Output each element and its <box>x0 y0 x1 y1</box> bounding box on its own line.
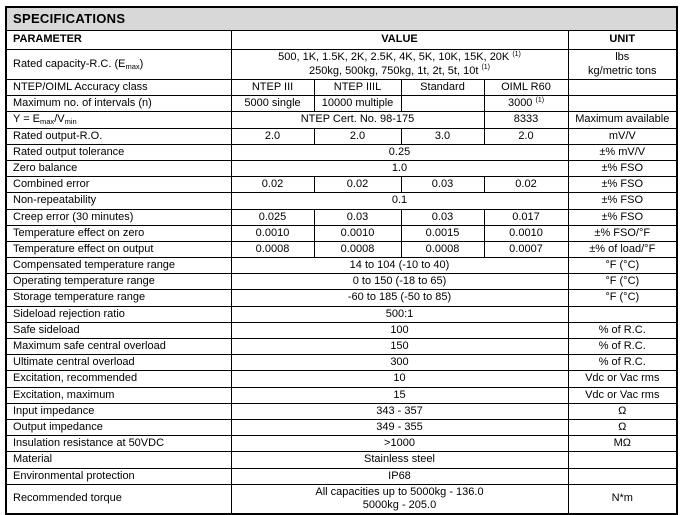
column-header-unit: UNIT <box>568 31 677 50</box>
unit-cell: °F (°C) <box>568 290 677 306</box>
table-row <box>6 50 677 80</box>
value-cell: 0.1 <box>231 193 568 209</box>
parameter-cell: Combined error <box>6 177 231 193</box>
value-cell: Standard <box>401 80 484 96</box>
unit-cell: °F (°C) <box>568 258 677 274</box>
table-row <box>6 80 677 96</box>
table-row <box>6 468 677 484</box>
value-cell: IP68 <box>231 468 568 484</box>
value-cell: Stainless steel <box>231 452 568 468</box>
unit-cell <box>568 468 677 484</box>
unit-cell <box>568 80 677 96</box>
unit-cell: Ω <box>568 403 677 419</box>
table-row <box>6 452 677 468</box>
title-row <box>6 7 677 31</box>
table-row <box>6 355 677 371</box>
value-cell: 0.0010 <box>231 225 314 241</box>
value-cell: OIML R60 <box>484 80 568 96</box>
unit-cell: ±% mV/V <box>568 144 677 160</box>
table-row <box>6 274 677 290</box>
value-cell: 0.017 <box>484 209 568 225</box>
table-row <box>6 209 677 225</box>
unit-cell: Maximum available <box>568 112 677 128</box>
parameter-cell: Insulation resistance at 50VDC <box>6 436 231 452</box>
value-cell: 2.0 <box>484 128 568 144</box>
value-cell: NTEP Cert. No. 98-175 <box>231 112 484 128</box>
value-cell: 2.0 <box>314 128 401 144</box>
value-cell: 3.0 <box>401 128 484 144</box>
value-cell: 3000 $^{(1)}$ <box>484 96 568 112</box>
unit-cell: MΩ <box>568 436 677 452</box>
value-cell: NTEP IIIL <box>314 80 401 96</box>
unit-cell: ±% FSO/°F <box>568 225 677 241</box>
parameter-cell: Sideload rejection ratio <box>6 306 231 322</box>
value-cell: 10000 multiple <box>314 96 401 112</box>
table-row <box>6 419 677 435</box>
unit-cell: ±% FSO <box>568 209 677 225</box>
value-cell: 100 <box>231 322 568 338</box>
parameter-cell: NTEP/OIML Accuracy class <box>6 80 231 96</box>
value-cell: 150 <box>231 339 568 355</box>
parameter-cell: Safe sideload <box>6 322 231 338</box>
value-cell: 0.025 <box>231 209 314 225</box>
unit-cell: ±% FSO <box>568 193 677 209</box>
column-header-value: VALUE <box>231 31 568 50</box>
value-cell: 300 <box>231 355 568 371</box>
table-row <box>6 290 677 306</box>
unit-cell <box>568 306 677 322</box>
unit-cell: Vdc or Vac rms <box>568 387 677 403</box>
unit-cell: % of R.C. <box>568 355 677 371</box>
value-cell: 1.0 <box>231 160 568 176</box>
value-cell: 14 to 104 (-10 to 40) <box>231 258 568 274</box>
value-cell: 0.25 <box>231 144 568 160</box>
value-cell: 10 <box>231 371 568 387</box>
parameter-cell: Creep error (30 minutes) <box>6 209 231 225</box>
unit-cell <box>568 96 677 112</box>
parameter-cell: Storage temperature range <box>6 290 231 306</box>
table-row <box>6 339 677 355</box>
parameter-cell: Rated capacity-R.C. $(E_{max})$ <box>6 50 231 80</box>
value-cell: -60 to 185 (-50 to 85) <box>231 290 568 306</box>
value-cell: NTEP III <box>231 80 314 96</box>
value-cell: 343 - 357 <box>231 403 568 419</box>
parameter-cell: Zero balance <box>6 160 231 176</box>
table-row <box>6 128 677 144</box>
value-cell: 0.0008 <box>401 241 484 257</box>
value-cell: 0.02 <box>231 177 314 193</box>
unit-cell: ±% FSO <box>568 177 677 193</box>
table-row <box>6 484 677 514</box>
table-row <box>6 403 677 419</box>
value-cell: 0.03 <box>401 177 484 193</box>
parameter-cell: Non-repeatability <box>6 193 231 209</box>
value-cell: 500:1 <box>231 306 568 322</box>
table-row <box>6 193 677 209</box>
parameter-cell: Output impedance <box>6 419 231 435</box>
table-title: SPECIFICATIONS <box>6 7 677 31</box>
unit-cell: N*m <box>568 484 677 514</box>
unit-cell: mV/V <box>568 128 677 144</box>
column-header-parameter: PARAMETER <box>6 31 231 50</box>
parameter-cell: Maximum safe central overload <box>6 339 231 355</box>
unit-cell: °F (°C) <box>568 274 677 290</box>
value-cell: 0.02 <box>314 177 401 193</box>
value-cell: 2.0 <box>231 128 314 144</box>
value-cell: 0.0008 <box>231 241 314 257</box>
value-cell: 0.0007 <box>484 241 568 257</box>
unit-cell: Ω <box>568 419 677 435</box>
unit-cell: Vdc or Vac rms <box>568 371 677 387</box>
table-row <box>6 322 677 338</box>
parameter-cell: $Y = E_{max}/V_{min}$ <box>6 112 231 128</box>
parameter-cell: Excitation, recommended <box>6 371 231 387</box>
value-cell: 8333 <box>484 112 568 128</box>
value-cell: 0.0010 <box>314 225 401 241</box>
unit-cell: % of R.C. <box>568 322 677 338</box>
value-cell <box>401 96 484 112</box>
parameter-cell: Compensated temperature range <box>6 258 231 274</box>
parameter-cell: Material <box>6 452 231 468</box>
parameter-cell: Rated output tolerance <box>6 144 231 160</box>
parameter-cell: Maximum no. of intervals (n) <box>6 96 231 112</box>
unit-cell <box>568 452 677 468</box>
unit-cell: lbs kg/metric tons <box>568 50 677 80</box>
value-cell: 15 <box>231 387 568 403</box>
table-row <box>6 241 677 257</box>
table-row <box>6 112 677 128</box>
table-row <box>6 436 677 452</box>
parameter-cell: Environmental protection <box>6 468 231 484</box>
value-cell: 0.03 <box>401 209 484 225</box>
value-cell: 0.03 <box>314 209 401 225</box>
table-row <box>6 371 677 387</box>
value-cell: >1000 <box>231 436 568 452</box>
value-cell: 0.0015 <box>401 225 484 241</box>
unit-cell: ±% FSO <box>568 160 677 176</box>
parameter-cell: Recommended torque <box>6 484 231 514</box>
parameter-cell: Input impedance <box>6 403 231 419</box>
column-header-row <box>6 31 677 50</box>
table-row <box>6 306 677 322</box>
parameter-cell: Excitation, maximum <box>6 387 231 403</box>
specifications-table <box>5 6 678 515</box>
table-row <box>6 144 677 160</box>
table-row <box>6 160 677 176</box>
value-cell: 349 - 355 <box>231 419 568 435</box>
table-row <box>6 258 677 274</box>
unit-cell: % of R.C. <box>568 339 677 355</box>
parameter-cell: Ultimate central overload <box>6 355 231 371</box>
value-cell: 0.02 <box>484 177 568 193</box>
parameter-cell: Temperature effect on output <box>6 241 231 257</box>
parameter-cell: Temperature effect on zero <box>6 225 231 241</box>
value-cell: 500, 1K, 1.5K, 2K, 2.5K, 4K, 5K, 10K, 15K, 20K $^{(1)}$ 250kg, 500kg, 750kg, 1t, 2t, 5t, 10t $^{(1)}$ <box>231 50 568 80</box>
table-row <box>6 177 677 193</box>
table-row <box>6 225 677 241</box>
table-row <box>6 387 677 403</box>
spec-rows <box>6 50 677 515</box>
value-cell: 5000 single <box>231 96 314 112</box>
parameter-cell: Operating temperature range <box>6 274 231 290</box>
value-cell: 0.0010 <box>484 225 568 241</box>
unit-cell: ±% of load/°F <box>568 241 677 257</box>
value-cell: 0.0008 <box>314 241 401 257</box>
parameter-cell: Rated output-R.O. <box>6 128 231 144</box>
value-cell: 0 to 150 (-18 to 65) <box>231 274 568 290</box>
value-cell: All capacities up to 5000kg - 136.0 5000kg - 205.0 <box>231 484 568 514</box>
table-row <box>6 96 677 112</box>
